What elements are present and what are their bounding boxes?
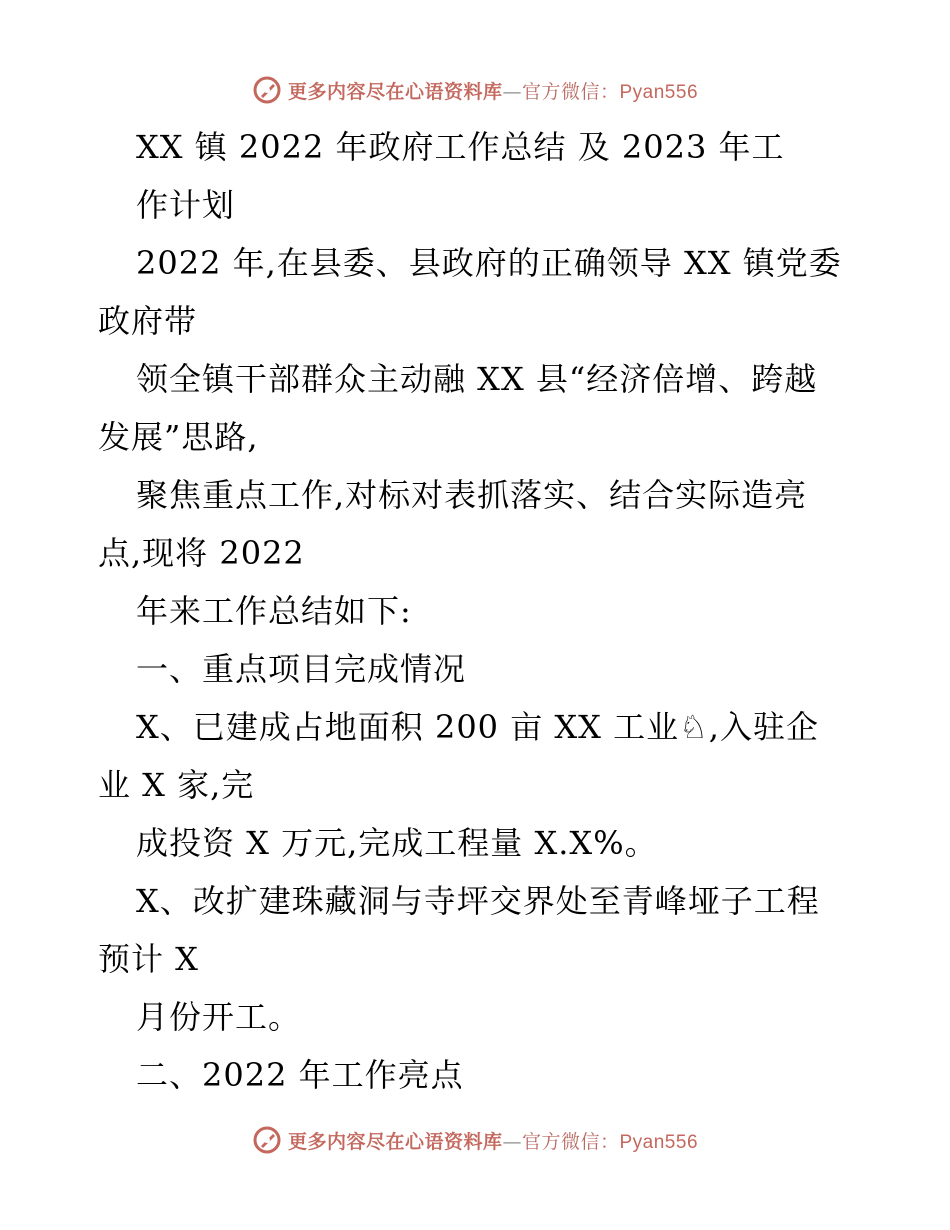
document-line: 聚焦重点工作,对标对表抓落实、结合实际造亮 (136, 476, 808, 514)
banner-dash: — (502, 80, 522, 103)
banner-wechat-id: Pyan556 (619, 1131, 699, 1153)
banner-wechat-label: 官方微信： (521, 1130, 620, 1153)
document-line: 月份开工。 (136, 998, 302, 1036)
document-line: 业 X 家,完 (98, 766, 255, 804)
document-line: 政府带 (98, 302, 198, 340)
banner-text (288, 77, 698, 104)
pen-logo-icon (252, 1125, 282, 1155)
pen-logo-icon (252, 75, 282, 105)
banner-main-text: 更多内容尽在心语资料库 (287, 80, 503, 103)
document-line: 二、2022 年工作亮点 (136, 1056, 464, 1094)
document-line: 领全镇干部群众主动融 XX 县“经济倍增、跨越 (136, 360, 818, 398)
document-line: X、改扩建珠藏洞与寺坪交界处至青峰垭子工程 (136, 882, 820, 920)
banner-text (288, 1127, 698, 1154)
banner-main-text: 更多内容尽在心语资料库 (287, 1130, 503, 1153)
document-line: 作计划 (136, 186, 236, 224)
banner-wechat-label: 官方微信： (521, 80, 620, 103)
document-line: X、已建成占地面积 200 亩 XX 工业♘,入驻企 (136, 708, 819, 746)
header-banner (0, 70, 950, 110)
document-line: XX 镇 2022 年政府工作总结 及 2023 年工 (136, 128, 785, 166)
document-line: 成投资 X 万元,完成工程量 X.X%。 (136, 824, 658, 862)
document-body (98, 118, 868, 1104)
document-line: 2022 年,在县委、县政府的正确领导 XX 镇党委 (136, 244, 842, 282)
document-line: 点,现将 2022 (98, 534, 305, 572)
banner-dash: — (502, 1130, 522, 1153)
footer-banner (0, 1120, 950, 1160)
document-line: 预计 X (98, 940, 199, 978)
document-line: 发展”思路, (98, 418, 259, 456)
banner-wechat-id: Pyan556 (619, 81, 699, 103)
document-line: 一、重点项目完成情况 (136, 650, 467, 688)
document-line: 年来工作总结如下: (136, 592, 412, 630)
